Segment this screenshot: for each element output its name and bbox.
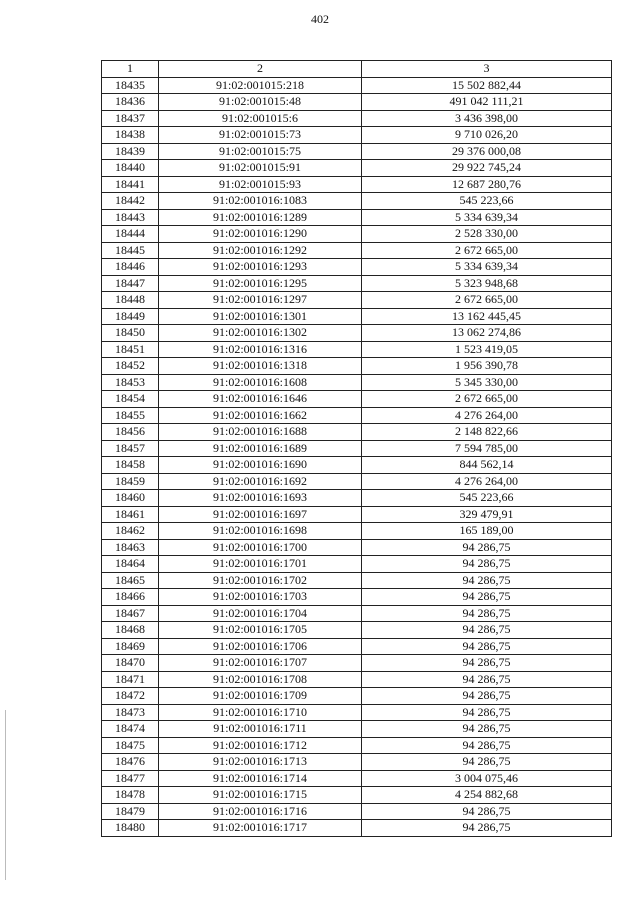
- row-number-cell: 18455: [102, 407, 159, 424]
- value-cell: 94 286,75: [362, 655, 612, 672]
- cadastral-number-cell: 91:02:001016:1646: [159, 391, 362, 408]
- value-cell: 545 223,66: [362, 193, 612, 210]
- column-header-value: 3: [362, 61, 612, 78]
- cadastral-number-cell: 91:02:001016:1700: [159, 539, 362, 556]
- value-cell: 844 562,14: [362, 457, 612, 474]
- row-number-cell: 18477: [102, 770, 159, 787]
- table-row: [102, 424, 612, 441]
- table-row: [102, 457, 612, 474]
- table-body: [102, 77, 612, 836]
- table-row: [102, 770, 612, 787]
- value-cell: 94 286,75: [362, 622, 612, 639]
- cadastral-number-cell: 91:02:001016:1702: [159, 572, 362, 589]
- value-cell: 545 223,66: [362, 490, 612, 507]
- value-cell: 94 286,75: [362, 671, 612, 688]
- row-number-cell: 18452: [102, 358, 159, 375]
- cadastral-number-cell: 91:02:001015:73: [159, 127, 362, 144]
- row-number-cell: 18441: [102, 176, 159, 193]
- value-cell: 13 062 274,86: [362, 325, 612, 342]
- value-cell: 94 286,75: [362, 638, 612, 655]
- table-row: [102, 259, 612, 276]
- value-cell: 2 672 665,00: [362, 292, 612, 309]
- row-number-cell: 18456: [102, 424, 159, 441]
- value-cell: 2 528 330,00: [362, 226, 612, 243]
- cadastral-number-cell: 91:02:001016:1710: [159, 704, 362, 721]
- cadastral-number-cell: 91:02:001015:93: [159, 176, 362, 193]
- row-number-cell: 18474: [102, 721, 159, 738]
- cadastral-number-cell: 91:02:001016:1689: [159, 440, 362, 457]
- row-number-cell: 18468: [102, 622, 159, 639]
- value-cell: 29 922 745,24: [362, 160, 612, 177]
- cadastral-number-cell: 91:02:001016:1690: [159, 457, 362, 474]
- value-cell: 491 042 111,21: [362, 94, 612, 111]
- row-number-cell: 18439: [102, 143, 159, 160]
- cadastral-number-cell: 91:02:001016:1290: [159, 226, 362, 243]
- value-cell: 4 254 882,68: [362, 787, 612, 804]
- value-cell: 29 376 000,08: [362, 143, 612, 160]
- row-number-cell: 18435: [102, 77, 159, 94]
- table-row: [102, 490, 612, 507]
- table-row: [102, 440, 612, 457]
- table-row: [102, 704, 612, 721]
- row-number-cell: 18440: [102, 160, 159, 177]
- row-number-cell: 18449: [102, 308, 159, 325]
- table-row: [102, 655, 612, 672]
- table-row: [102, 110, 612, 127]
- table-row: [102, 605, 612, 622]
- row-number-cell: 18442: [102, 193, 159, 210]
- table-row: [102, 209, 612, 226]
- value-cell: 4 276 264,00: [362, 473, 612, 490]
- table-row: [102, 193, 612, 210]
- cadastral-number-cell: 91:02:001016:1316: [159, 341, 362, 358]
- row-number-cell: 18453: [102, 374, 159, 391]
- row-number-cell: 18463: [102, 539, 159, 556]
- value-cell: 5 334 639,34: [362, 259, 612, 276]
- row-number-cell: 18473: [102, 704, 159, 721]
- row-number-cell: 18450: [102, 325, 159, 342]
- cadastral-number-cell: 91:02:001016:1717: [159, 820, 362, 837]
- cadastral-number-cell: 91:02:001015:48: [159, 94, 362, 111]
- table-row: [102, 127, 612, 144]
- table-header: [102, 61, 612, 78]
- cadastral-number-cell: 91:02:001016:1698: [159, 523, 362, 540]
- cadastral-number-cell: 91:02:001016:1708: [159, 671, 362, 688]
- row-number-cell: 18478: [102, 787, 159, 804]
- table-header-row: [102, 61, 612, 78]
- cadastral-number-cell: 91:02:001016:1712: [159, 737, 362, 754]
- cadastral-number-cell: 91:02:001016:1083: [159, 193, 362, 210]
- cadastral-number-cell: 91:02:001016:1688: [159, 424, 362, 441]
- table-row: [102, 94, 612, 111]
- page-number: 402: [311, 12, 329, 26]
- row-number-cell: 18460: [102, 490, 159, 507]
- scan-margin-line: [5, 710, 6, 880]
- cadastral-number-cell: 91:02:001016:1697: [159, 506, 362, 523]
- value-cell: 94 286,75: [362, 704, 612, 721]
- table-row: [102, 391, 612, 408]
- row-number-cell: 18471: [102, 671, 159, 688]
- cadastral-number-cell: 91:02:001016:1608: [159, 374, 362, 391]
- value-cell: 94 286,75: [362, 754, 612, 771]
- table-row: [102, 275, 612, 292]
- value-cell: 5 323 948,68: [362, 275, 612, 292]
- cadastral-number-cell: 91:02:001015:218: [159, 77, 362, 94]
- value-cell: 94 286,75: [362, 737, 612, 754]
- cadastral-number-cell: 91:02:001016:1701: [159, 556, 362, 573]
- table-row: [102, 737, 612, 754]
- table-row: [102, 572, 612, 589]
- value-cell: 94 286,75: [362, 803, 612, 820]
- value-cell: 1 956 390,78: [362, 358, 612, 375]
- cadastral-number-cell: 91:02:001015:75: [159, 143, 362, 160]
- table-row: [102, 358, 612, 375]
- row-number-cell: 18480: [102, 820, 159, 837]
- row-number-cell: 18443: [102, 209, 159, 226]
- cadastral-number-cell: 91:02:001016:1715: [159, 787, 362, 804]
- table-row: [102, 787, 612, 804]
- row-number-cell: 18466: [102, 589, 159, 606]
- value-cell: 94 286,75: [362, 572, 612, 589]
- row-number-cell: 18469: [102, 638, 159, 655]
- table-row: [102, 556, 612, 573]
- table-row: [102, 754, 612, 771]
- value-cell: 94 286,75: [362, 688, 612, 705]
- row-number-cell: 18476: [102, 754, 159, 771]
- value-cell: 3 436 398,00: [362, 110, 612, 127]
- value-cell: 1 523 419,05: [362, 341, 612, 358]
- table-row: [102, 688, 612, 705]
- cadastral-number-cell: 91:02:001016:1705: [159, 622, 362, 639]
- cadastral-number-cell: 91:02:001016:1295: [159, 275, 362, 292]
- value-cell: 94 286,75: [362, 556, 612, 573]
- row-number-cell: 18461: [102, 506, 159, 523]
- row-number-cell: 18458: [102, 457, 159, 474]
- table-row: [102, 226, 612, 243]
- table-row: [102, 721, 612, 738]
- cadastral-number-cell: 91:02:001016:1292: [159, 242, 362, 259]
- cadastral-number-cell: 91:02:001016:1289: [159, 209, 362, 226]
- cadastral-number-cell: 91:02:001016:1709: [159, 688, 362, 705]
- cadastral-number-cell: 91:02:001016:1302: [159, 325, 362, 342]
- row-number-cell: 18444: [102, 226, 159, 243]
- cadastral-number-cell: 91:02:001016:1693: [159, 490, 362, 507]
- table-row: [102, 671, 612, 688]
- value-cell: 94 286,75: [362, 539, 612, 556]
- table-row: [102, 292, 612, 309]
- cadastral-value-table: [101, 60, 612, 837]
- row-number-cell: 18436: [102, 94, 159, 111]
- table-row: [102, 820, 612, 837]
- row-number-cell: 18448: [102, 292, 159, 309]
- row-number-cell: 18447: [102, 275, 159, 292]
- cadastral-number-cell: 91:02:001015:91: [159, 160, 362, 177]
- value-cell: 2 672 665,00: [362, 242, 612, 259]
- table-row: [102, 160, 612, 177]
- table-row: [102, 242, 612, 259]
- value-cell: 94 286,75: [362, 605, 612, 622]
- value-cell: 4 276 264,00: [362, 407, 612, 424]
- row-number-cell: 18467: [102, 605, 159, 622]
- table-row: [102, 308, 612, 325]
- table-row: [102, 77, 612, 94]
- table-row: [102, 341, 612, 358]
- table-row: [102, 407, 612, 424]
- cadastral-number-cell: 91:02:001016:1692: [159, 473, 362, 490]
- row-number-cell: 18479: [102, 803, 159, 820]
- value-cell: 5 334 639,34: [362, 209, 612, 226]
- value-cell: 329 479,91: [362, 506, 612, 523]
- table-row: [102, 622, 612, 639]
- table-row: [102, 506, 612, 523]
- row-number-cell: 18457: [102, 440, 159, 457]
- value-cell: 94 286,75: [362, 589, 612, 606]
- cadastral-number-cell: 91:02:001016:1713: [159, 754, 362, 771]
- cadastral-number-cell: 91:02:001016:1301: [159, 308, 362, 325]
- column-header-number: 1: [102, 61, 159, 78]
- cadastral-number-cell: 91:02:001016:1714: [159, 770, 362, 787]
- row-number-cell: 18438: [102, 127, 159, 144]
- row-number-cell: 18437: [102, 110, 159, 127]
- value-cell: 5 345 330,00: [362, 374, 612, 391]
- cadastral-number-cell: 91:02:001016:1293: [159, 259, 362, 276]
- cadastral-number-cell: 91:02:001016:1703: [159, 589, 362, 606]
- row-number-cell: 18464: [102, 556, 159, 573]
- table-row: [102, 374, 612, 391]
- row-number-cell: 18465: [102, 572, 159, 589]
- value-cell: 94 286,75: [362, 820, 612, 837]
- value-cell: 2 148 822,66: [362, 424, 612, 441]
- row-number-cell: 18454: [102, 391, 159, 408]
- cadastral-number-cell: 91:02:001016:1716: [159, 803, 362, 820]
- table-row: [102, 325, 612, 342]
- table-row: [102, 589, 612, 606]
- row-number-cell: 18475: [102, 737, 159, 754]
- table-row: [102, 803, 612, 820]
- table-row: [102, 143, 612, 160]
- cadastral-number-cell: 91:02:001016:1704: [159, 605, 362, 622]
- row-number-cell: 18446: [102, 259, 159, 276]
- row-number-cell: 18470: [102, 655, 159, 672]
- value-cell: 3 004 075,46: [362, 770, 612, 787]
- value-cell: 13 162 445,45: [362, 308, 612, 325]
- cadastral-number-cell: 91:02:001016:1318: [159, 358, 362, 375]
- cadastral-number-cell: 91:02:001016:1706: [159, 638, 362, 655]
- row-number-cell: 18462: [102, 523, 159, 540]
- value-cell: 165 189,00: [362, 523, 612, 540]
- value-cell: 15 502 882,44: [362, 77, 612, 94]
- row-number-cell: 18451: [102, 341, 159, 358]
- value-cell: 9 710 026,20: [362, 127, 612, 144]
- table-row: [102, 539, 612, 556]
- cadastral-number-cell: 91:02:001016:1711: [159, 721, 362, 738]
- table-row: [102, 638, 612, 655]
- cadastral-number-cell: 91:02:001016:1662: [159, 407, 362, 424]
- table-row: [102, 523, 612, 540]
- value-cell: 94 286,75: [362, 721, 612, 738]
- row-number-cell: 18472: [102, 688, 159, 705]
- table-row: [102, 176, 612, 193]
- table-row: [102, 473, 612, 490]
- cadastral-number-cell: 91:02:001016:1707: [159, 655, 362, 672]
- value-cell: 12 687 280,76: [362, 176, 612, 193]
- row-number-cell: 18445: [102, 242, 159, 259]
- value-cell: 2 672 665,00: [362, 391, 612, 408]
- column-header-cadastral-number: 2: [159, 61, 362, 78]
- cadastral-number-cell: 91:02:001016:1297: [159, 292, 362, 309]
- cadastral-number-cell: 91:02:001015:6: [159, 110, 362, 127]
- value-cell: 7 594 785,00: [362, 440, 612, 457]
- row-number-cell: 18459: [102, 473, 159, 490]
